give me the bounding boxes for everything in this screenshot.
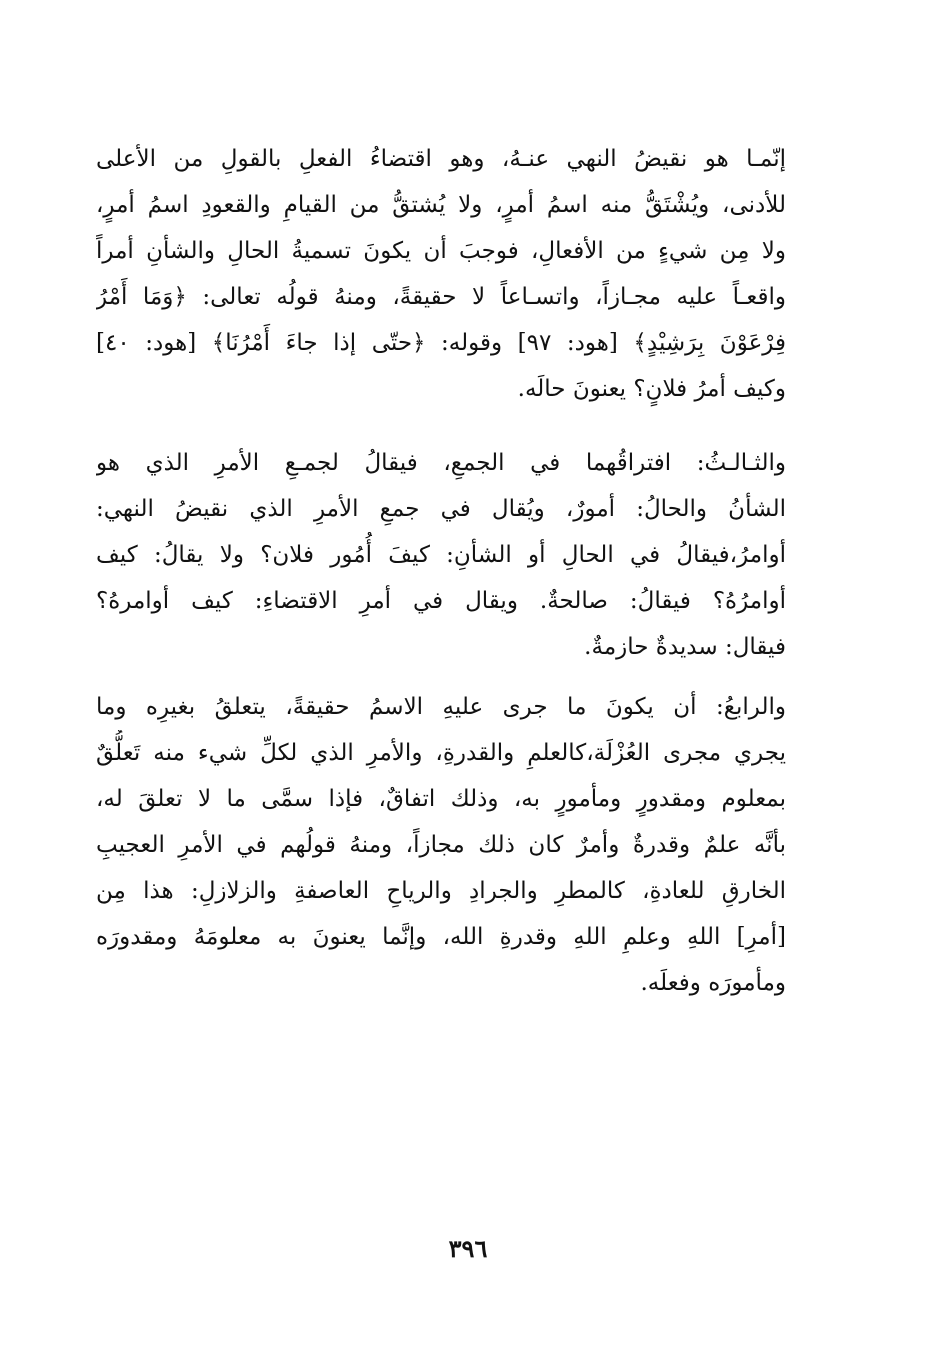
text-line: فيقال: سديدةٌ حازمةٌ. — [584, 634, 786, 660]
paragraph-3 — [96, 684, 786, 1006]
text-line: ومأمورَه وفعلَه. — [640, 970, 786, 996]
text-line: الخارقِ للعادةِ، كالمطرِ والجرادِ والرياحِ العاصفةِ والزلازلِ: هذا مِن — [96, 878, 786, 904]
text-line: يجري مجرى العُزْلَة،كالعلمِ والقدرةِ، والأمرِ الذي لكلِّ شيء منه تَعلُّقٌ — [96, 740, 786, 766]
text-line: وكيف أمرُ فلانٍ؟ يعنونَ حالَه. — [517, 376, 786, 402]
text-line: [أمرِ] اللهِ وعلمِ اللهِ وقدرةِ الله، وإنَّما يعنونَ به معلومَهُ ومقدورَه — [96, 924, 786, 950]
text-line: بأنَّه علمٌ وقدرةٌ وأمرٌ كان ذلك مجازاً، ومنهُ قولُهم في الأمرِ العجيبِ — [96, 832, 786, 858]
text-line: فِرْعَوْنَ بِرَشِيْدٍ﴾ [هود: ٩٧] وقوله: ﴿حتّى إذا جاءَ أَمْرُنَا﴾ [هود: ٤٠] — [96, 330, 786, 356]
text-line: الشأنُ والحالُ: أمورٌ، ويُقال في جمعِ الأمرِ الذي نقيضُ النهي: — [96, 496, 786, 522]
text-line: أوامرُ،فيقالُ في الحالِ أو الشأنِ: كيفَ أُمُور فلان؟ ولا يقالُ: كيف — [96, 542, 786, 568]
text-line: ولا مِن شيءٍ من الأفعالِ، فوجبَ أن يكونَ تسميةُ الحالِ والشأنِ أمراً — [96, 238, 786, 264]
text-line: إنّمـا هو نقيضُ النهي عنـهُ، وهو اقتضاءُ الفعلِ بالقولِ من الأعلى — [96, 146, 786, 172]
paragraph-1 — [96, 136, 786, 412]
paragraph-2 — [96, 440, 786, 670]
text-line: للأدنى، ويُشْتَقُّ منه اسمُ أمرٍ، ولا يُشتقُّ من القيامِ والقعودِ اسمُ أمرٍ، — [96, 192, 786, 218]
text-line: والثـالـثُ: افتراقُهما في الجمعِ، فيقالُ لجمـعِ الأمرِ الذي هو — [96, 450, 786, 476]
text-line: والرابعُ: أن يكونَ ما جرى عليهِ الاسمُ حقيقةً، يتعلقُ بغيرِه وما — [96, 694, 786, 720]
text-line: أوامرُهُ؟ فيقالُ: صالحةٌ. ويقال في أمرِ الاقتضاءِ: كيف أوامرهُ؟ — [96, 588, 786, 614]
text-line: واقعـاً عليه مجـازاً، واتسـاعاً لا حقيقةً، ومنهُ قولُه تعالى: ﴿وَمَا أَمْرُ — [96, 284, 786, 310]
text-line: بمعلوم ومقدورٍ ومأمورٍ به، وذلك اتفاقٌ، فإذا سمَّى ما لا تعلقَ له، — [96, 786, 786, 812]
page-number: ٣٩٦ — [448, 1234, 488, 1263]
